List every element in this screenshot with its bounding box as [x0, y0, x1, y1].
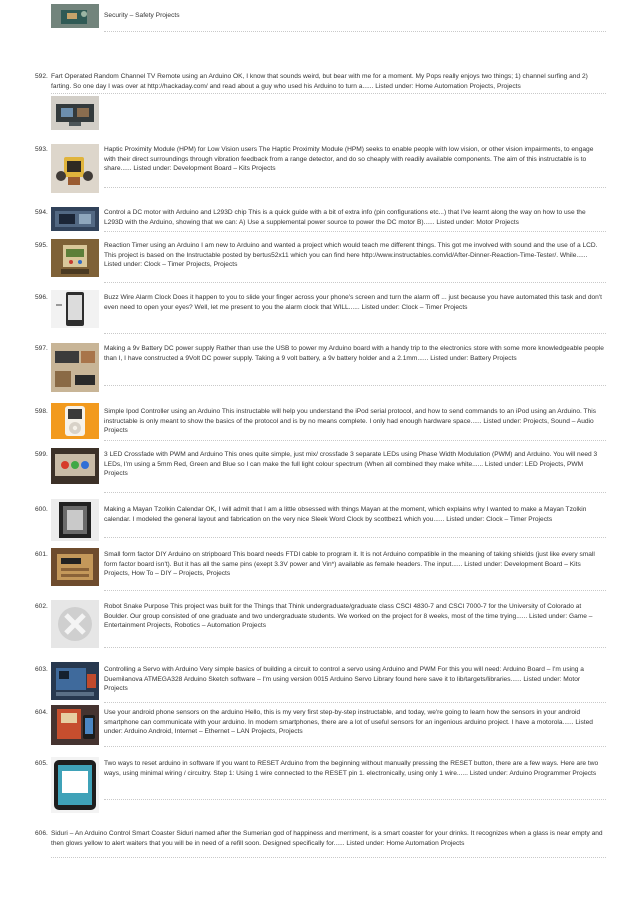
- project-thumbnail[interactable]: [51, 239, 99, 277]
- entry-number: 593.: [35, 146, 48, 153]
- entry-number: 596.: [35, 294, 48, 301]
- entry-text[interactable]: Security – Safety Projects: [104, 12, 180, 19]
- entry-text[interactable]: Siduri – An Arduino Control Smart Coaster Siduri named after the Sumerian god of happiness and merriment, is a smart coaster for your drinks. It recognizes when a glass is near empty and then glows yellow to alert waiters that you will be in need of a refill soon. Designed specifically for...... Listed under: Home Automation Projects: [51, 830, 603, 847]
- entry-number: 592.: [35, 73, 48, 80]
- entry-number: 605.: [35, 760, 48, 767]
- entry-number: 602.: [35, 603, 48, 610]
- project-thumbnail[interactable]: [51, 705, 99, 745]
- project-thumbnail[interactable]: [51, 144, 99, 193]
- entry-text[interactable]: Reaction Timer using an Arduino I am new to Arduino and wanted a project which would teach me different things. This got me involved with sound and the use of a LCD. This project is based on the Instructable posted by bertus52x11 which you can find here http://www.instructables.com/id/After-Dinner-Reaction-Time-Tester/. While...... Listed under: Clock – Timer Projects, Projects: [104, 242, 598, 269]
- project-thumbnail[interactable]: [51, 4, 99, 28]
- entry-text[interactable]: Fart Operated Random Channel TV Remote using an Arduino OK, I know that sounds weird, but bear with me for a moment. My Pops really enjoys two things; 1) channel surfing and 2) farting. So one day I was over at http://hackaday.com/ and read about a guy who used his Arduino to turn a...... Listed under: Home Automation Projects, Projects: [51, 73, 588, 90]
- entry-number: 598.: [35, 408, 48, 415]
- project-thumbnail[interactable]: [51, 757, 99, 813]
- project-thumbnail[interactable]: [51, 96, 99, 130]
- entry-text[interactable]: Haptic Proximity Module (HPM) for Low Vision users The Haptic Proximity Module (HPM) seeks to enable people with low vision, or other vision impairments, to engage with their direct surroundings through vibration feedback from a range detector, and do so cheaply with readily available components. The aim of this instructable is to share...... Listed under: Development Board – Kits Projects: [104, 146, 594, 173]
- entry-number: 600.: [35, 506, 48, 513]
- entry-number: 599.: [35, 451, 48, 458]
- project-thumbnail[interactable]: [51, 403, 99, 439]
- project-thumbnail[interactable]: [51, 207, 99, 231]
- entry-text[interactable]: Two ways to reset arduino in software If you want to RESET Arduino from the beginning without manually pressing the RESET button, there are a few ways. Here are two ways, using minimal wiring / circuitry. Step 1: Using 1 wire connected to the RESET pin 1. electronically, using only 1 wire...... Listed under: Arduino Programmer Projects: [104, 760, 599, 777]
- entry-number: 606.: [35, 830, 48, 837]
- project-thumbnail[interactable]: [51, 343, 99, 392]
- entry-text[interactable]: 3 LED Crossfade with PWM and Arduino This ones quite simple, just mix/ crossfade 3 separate LEDs using Phase Width Modulation (PWM) and Arduino. You will need 3 LEDs, I'm using a 5mm Red, Green and Blue so I can make the full light colour spectrum (When all combined they make white...... Listed under: LED Projects, PWM Projects: [104, 451, 598, 478]
- entry-text[interactable]: Simple Ipod Controller using an Arduino This instructable will help you understand the iPod serial protocol, and how to send commands to an iPod using an Arduino. This instructable is only meant to show the basics of the protocol and is by no means complete. I only had enough hardware space...... Listed under: Projects, Sound – Audio Projects: [104, 408, 597, 435]
- entry-text[interactable]: Use your android phone sensors on the arduino Hello, this is my very first step-by-step instructable, and today, we're going to learn how the sensors in your android smartphone can communicate with your arduino. In modern smartphones, there are a lot of useful sensors for an ingenious arduino project. I have a motorola...... Listed under: Arduino Android, Internet – Ethernet – LAN Projects, Projects: [104, 709, 593, 736]
- entry-text[interactable]: Buzz Wire Alarm Clock Does it happen to you to slide your finger across your phone's screen and turn the alarm off ... just because you have automated this task and don't even need to open your eyes? Well, let me present to you the alarm clock that WILL...... Listed under: Clock – Timer Projects: [104, 294, 602, 311]
- entry-text[interactable]: Controlling a Servo with Arduino Very simple basics of building a circuit to control a servo using Arduino and PWM For this you will need: Arduino Board – I'm using a Duemilanova ATMEGA328 Arduino Sketch software – I'm using version 0015 Arduino Servo Library found here save it to lib/targets/libraries...... Listed under: Motor Projects: [104, 666, 584, 693]
- entry-text[interactable]: Robot Snake Purpose This project was built for the Things that Think undergraduate/graduate class CSCI 4830-7 and CSCI 7000-7 for the University of Colorado at Boulder. Our group consisted of one graduate and two undergraduate students. We worked on the project for 8 weeks, most of the time trying...... Listed under: Game – Entertainment Projects, Robotics – Automation Projects: [104, 603, 593, 630]
- project-thumbnail[interactable]: [51, 548, 99, 586]
- entry-number: 604.: [35, 709, 48, 716]
- entry-number: 603.: [35, 666, 48, 673]
- project-thumbnail[interactable]: [51, 600, 99, 648]
- entry-number: 595.: [35, 242, 48, 249]
- entry-text[interactable]: Small form factor DIY Arduino on stripboard This board needs FTDI cable to program it. It is not Arduino compatible in the meaning of taking shields (just like every small form factor board isn't). But it has all the same pins (exept 3.3V power and Vin*) available as female headers. The input...... Listed under: Development Board – Kits Projects, How To – DIY – Projects, Projects: [104, 551, 595, 578]
- project-thumbnail[interactable]: [51, 662, 99, 700]
- entry-text[interactable]: Making a Mayan Tzolkin Calendar OK, I will admit that I am a little obsessed with things Mayan at the moment, which explains why I wanted to make a Mayan Tzolkin calendar. I modeled the general layout and fabrication on the very nice Sleek Word Clock by scottbez1 which you...... Listed under: Clock – Timer Projects: [104, 506, 587, 523]
- project-thumbnail[interactable]: [51, 448, 99, 484]
- entry-text[interactable]: Control a DC motor with Arduino and L293D chip This is a quick guide with a bit of extra info (pin configurations etc...) that I've learnt along the way on how to use the L293D with the Arduino, showing that we can: A) Use a supplemental power source to power the DC motor B)...... Listed under: Motor Projects: [104, 209, 586, 226]
- entry-number: 597.: [35, 345, 48, 352]
- entry-text[interactable]: Making a 9v Battery DC power supply Rather than use the USB to power my Arduino board with a handy trip to the electronics store with some more knowledgeable people than I, I have constructed a 9Volt DC power supply. Taking a 9 volt battery, a 9v battery holder and a 2.1mm...... Listed under: Battery Projects: [104, 345, 604, 362]
- entry-number: 601.: [35, 551, 48, 558]
- project-thumbnail[interactable]: [51, 290, 99, 328]
- entry-number: 594.: [35, 209, 48, 216]
- project-thumbnail[interactable]: [51, 499, 99, 541]
